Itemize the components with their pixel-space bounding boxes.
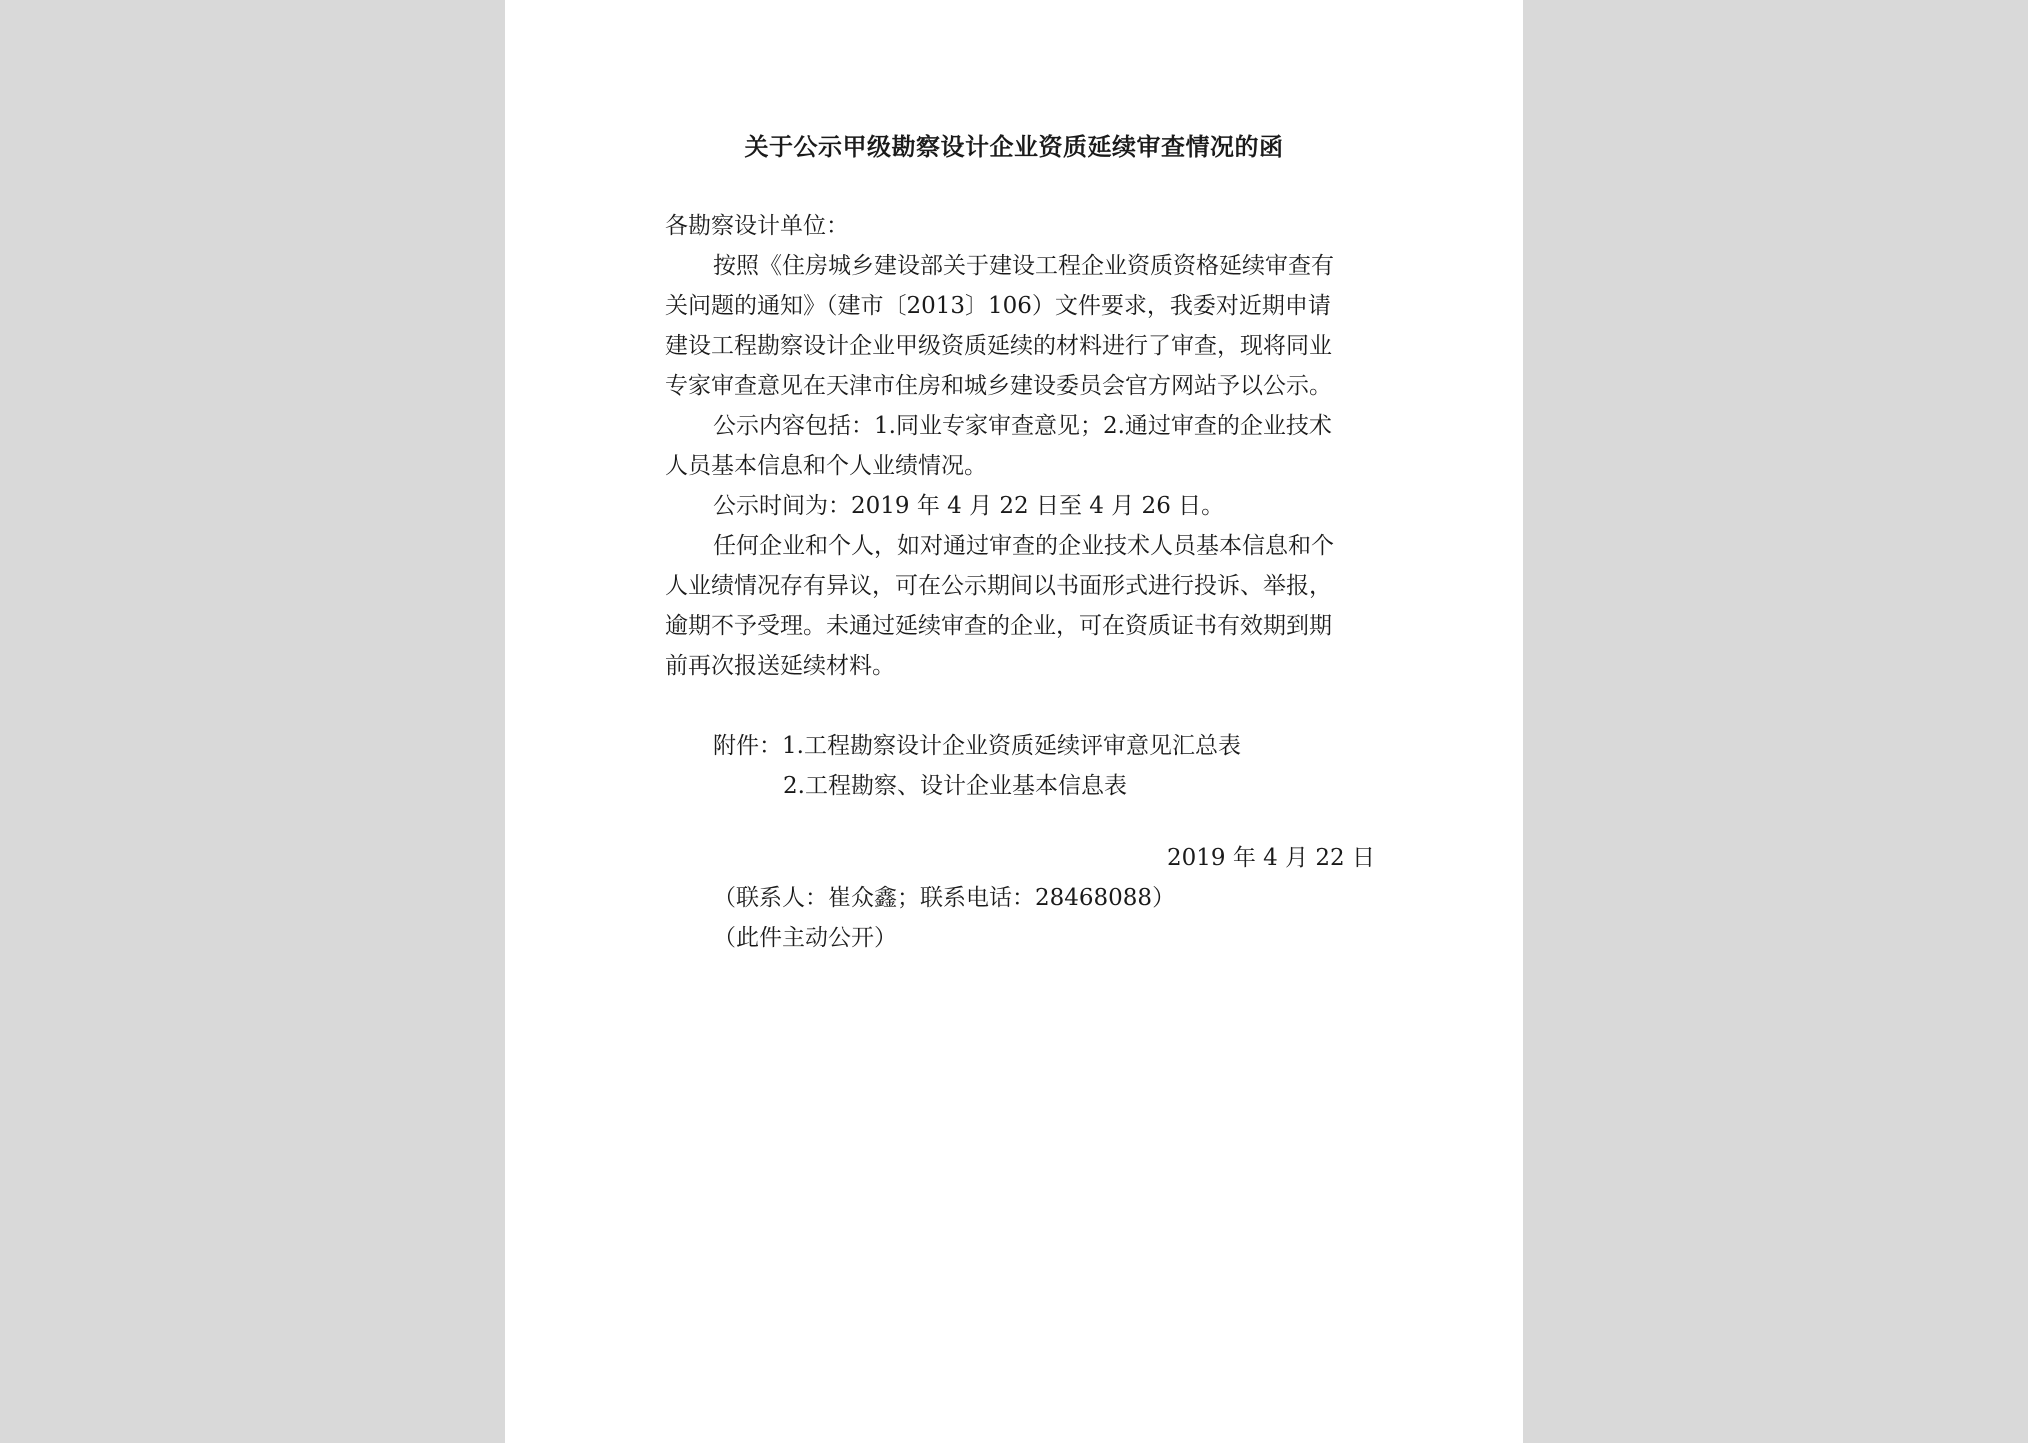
paragraph4-line: 人业绩情况存有异议，可在公示期间以书面形式进行投诉、举报， — [665, 573, 1332, 599]
paragraph4-line: 逾期不予受理。未通过延续审查的企业，可在资质证书有效期到期 — [665, 613, 1332, 639]
document-title: 关于公示甲级勘察设计企业资质延续审查情况的函 — [744, 133, 1284, 161]
publicity-period: 公示时间为：2019 年 4 月 22 日至 4 月 26 日。 — [713, 493, 1225, 519]
paragraph1-line: 专家审查意见在天津市住房和城乡建设委员会官方网站予以公示。 — [665, 373, 1332, 399]
paragraph4-line: 前再次报送延续材料。 — [665, 653, 895, 679]
paragraph2-line: 人员基本信息和个人业绩情况。 — [665, 453, 987, 479]
salutation: 各勘察设计单位： — [665, 213, 849, 239]
document-page — [505, 0, 1523, 1443]
contact-info: （联系人：崔众鑫；联系电话：28468088） — [713, 885, 1176, 911]
paragraph1-line: 关问题的通知》（建市〔2013〕106）文件要求，我委对近期申请 — [665, 293, 1331, 319]
paragraph4-line: 任何企业和个人，如对通过审查的企业技术人员基本信息和个 — [713, 533, 1334, 559]
attachment-item: 附件：1.工程勘察设计企业资质延续评审意见汇总表 — [713, 733, 1241, 759]
disclosure-note: （此件主动公开） — [713, 925, 897, 951]
paragraph1-line: 建设工程勘察设计企业甲级资质延续的材料进行了审查，现将同业 — [665, 333, 1332, 359]
paragraph2-line: 公示内容包括：1.同业专家审查意见；2.通过审查的企业技术 — [713, 413, 1332, 439]
attachment-item: 2.工程勘察、设计企业基本信息表 — [783, 773, 1127, 799]
paragraph1-line: 按照《住房城乡建设部关于建设工程企业资质资格延续审查有 — [713, 253, 1334, 279]
document-date: 2019 年 4 月 22 日 — [1167, 845, 1375, 871]
